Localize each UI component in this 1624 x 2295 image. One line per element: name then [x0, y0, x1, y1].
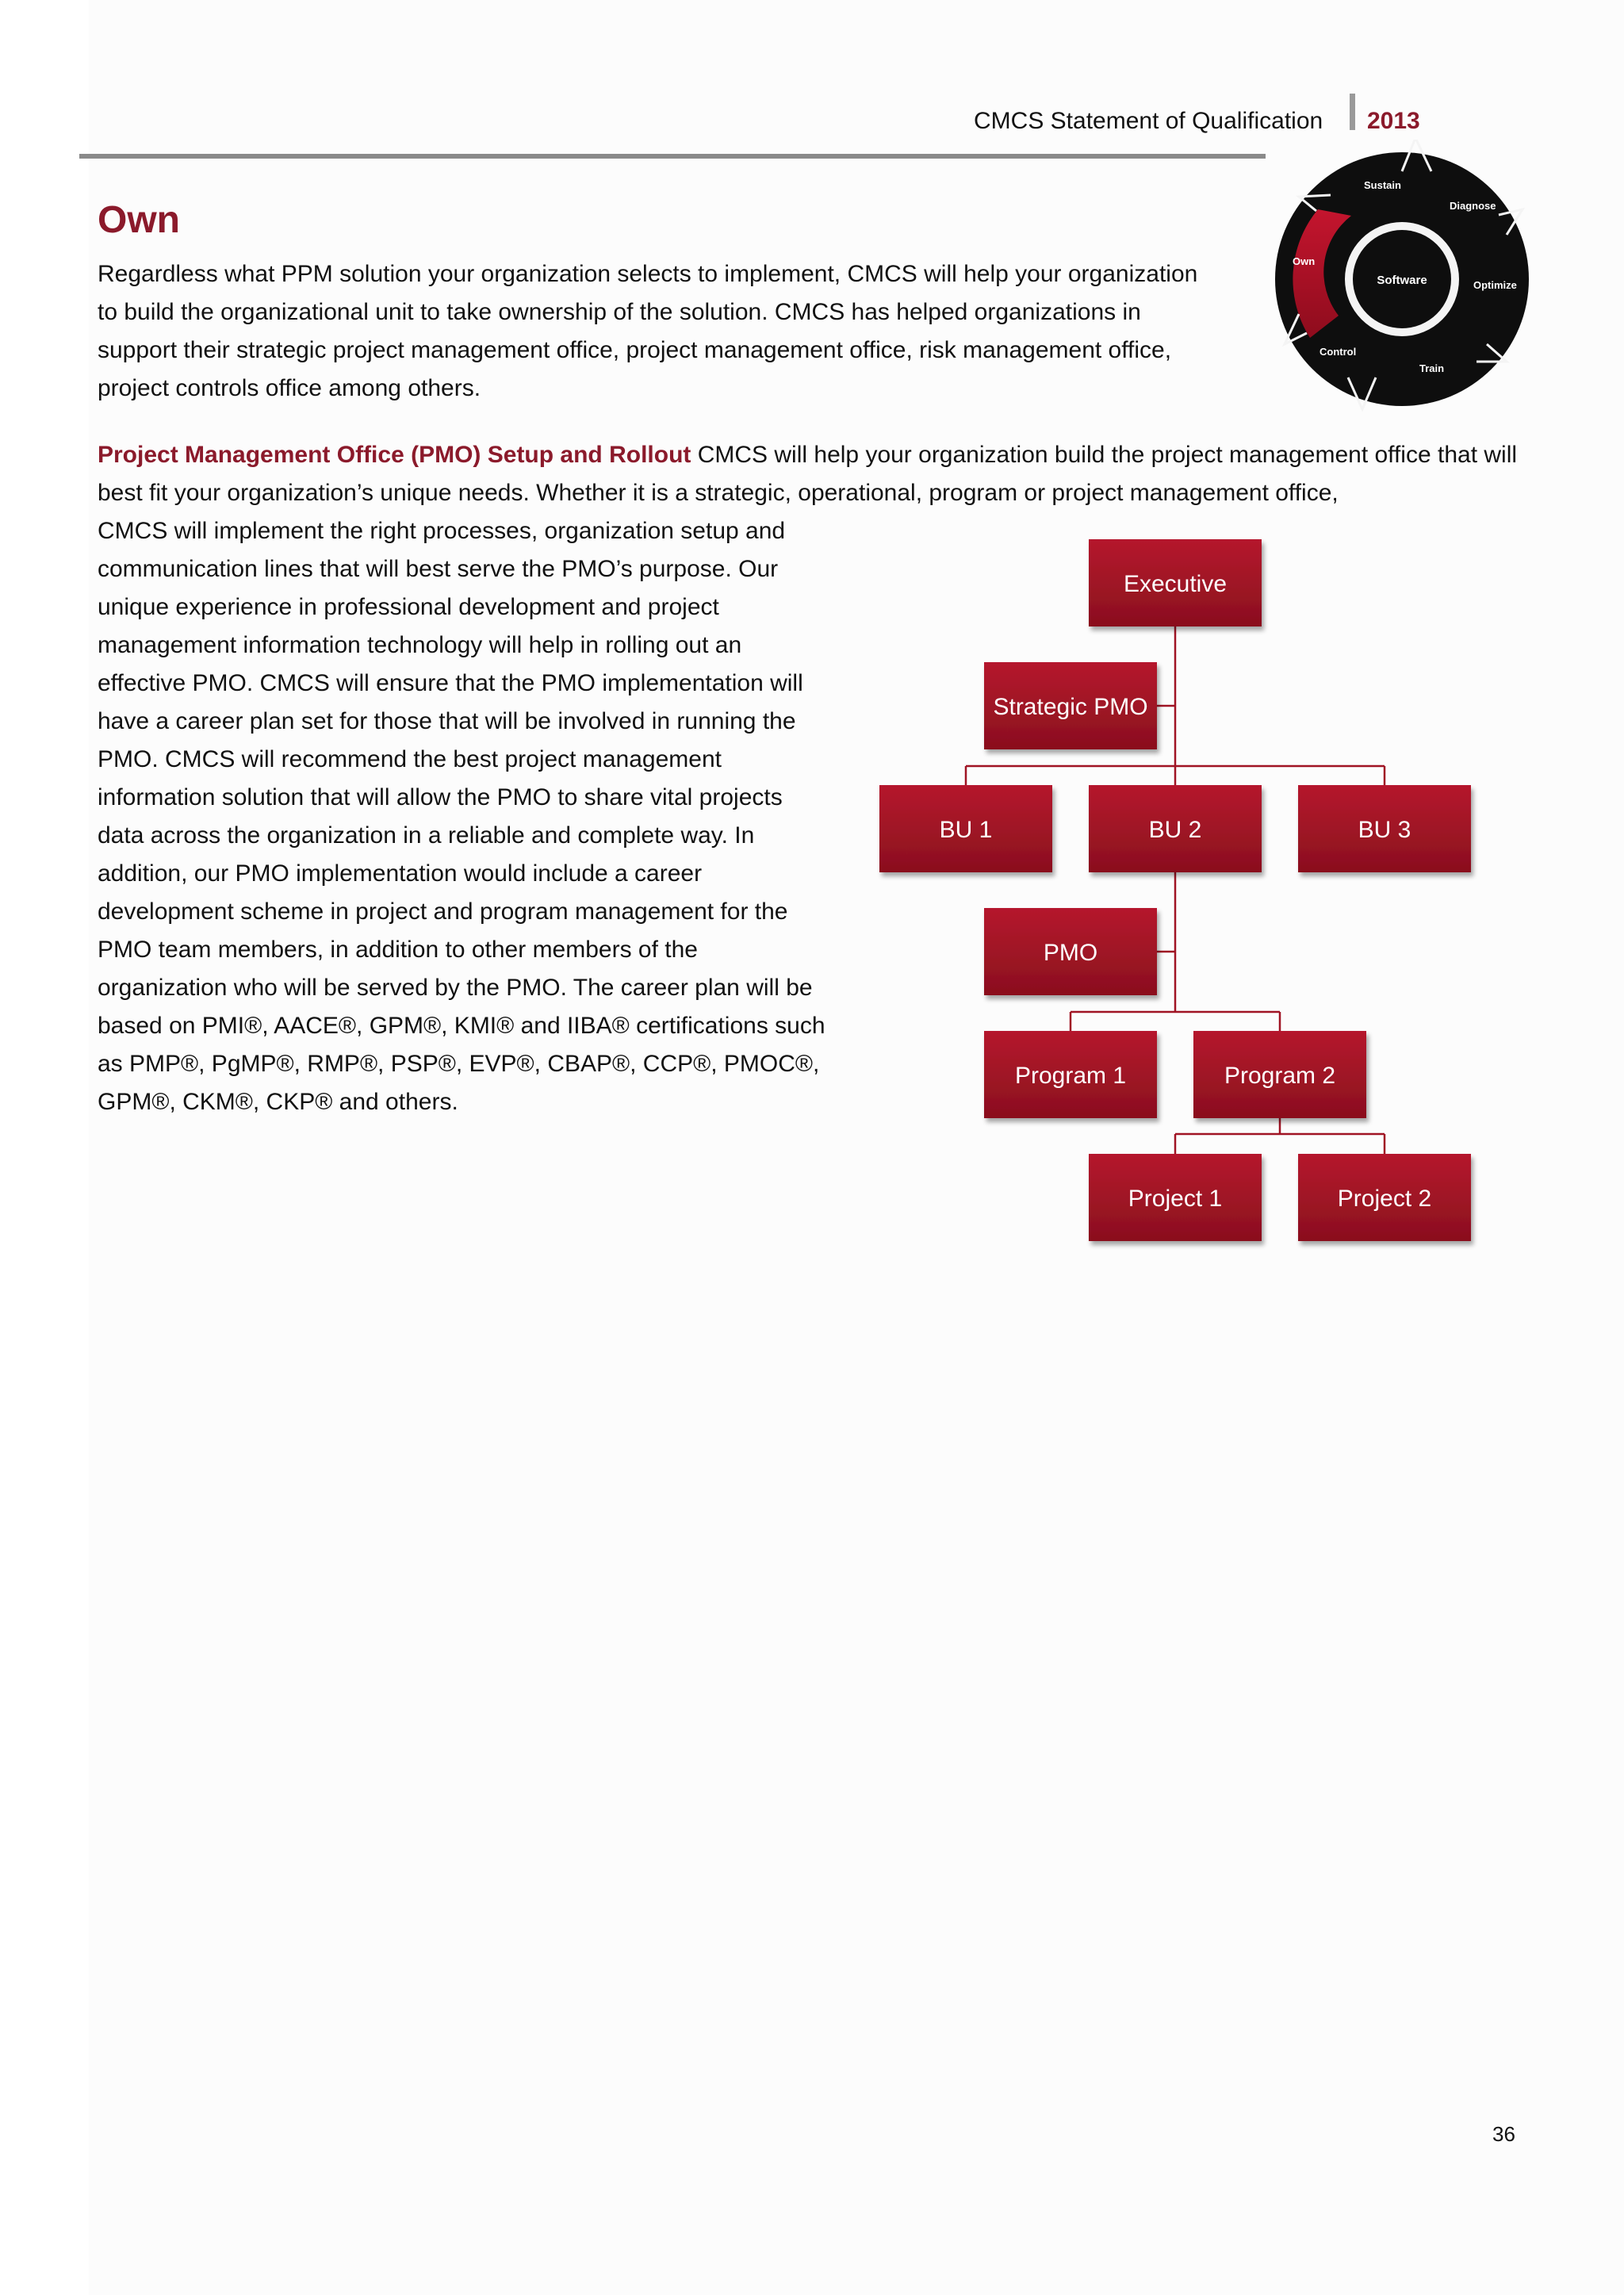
org-node-program2-label: Program 2	[1224, 1063, 1336, 1089]
cycle-stage-sustain: Sustain	[1364, 179, 1401, 191]
org-node-pmo-label: PMO	[1043, 940, 1098, 966]
org-node-program1-label: Program 1	[1014, 1063, 1127, 1089]
cycle-stage-control: Control	[1320, 346, 1357, 358]
cycle-center-label: Software	[1377, 274, 1427, 287]
org-node-project2-label: Project 2	[1337, 1186, 1432, 1212]
org-node-project1	[1089, 1154, 1262, 1241]
cycle-stage-own: Own	[1293, 255, 1316, 267]
org-node-project2	[1298, 1154, 1471, 1241]
header-title: CMCS Statement of Qualification	[974, 108, 1323, 134]
header-rule	[79, 154, 1266, 159]
org-node-bu3-label: BU 3	[1358, 817, 1411, 843]
org-node-program2	[1193, 1031, 1366, 1118]
org-node-bu1	[879, 785, 1052, 872]
org-node-executive	[1089, 539, 1262, 626]
org-node-project1-label: Project 1	[1128, 1186, 1223, 1212]
pmo-heading: Project Management Office (PMO) Setup and Rollout	[98, 442, 691, 468]
org-node-executive-label: Executive	[1123, 571, 1228, 597]
org-node-strategic-pmo-label: Strategic PMO	[993, 694, 1148, 720]
org-node-bu2-label: BU 2	[1148, 817, 1202, 843]
org-node-bu2	[1089, 785, 1262, 872]
lifecycle-diagram	[1269, 140, 1538, 433]
org-node-bu3	[1298, 785, 1471, 872]
section-title: Own	[98, 199, 180, 241]
header-year: 2013	[1367, 108, 1420, 134]
intro-paragraph: Regardless what PPM solution your organization selects to implement, CMCS will help your organization to build the organizational unit to take ownership of the solution. CMCS has helped organizations in support their strategic project management office, project management office, risk management office, project controls office among others.	[98, 261, 1198, 401]
org-node-strategic-pmo	[984, 662, 1157, 749]
cycle-stage-train: Train	[1419, 362, 1445, 374]
header-separator	[1350, 94, 1355, 130]
org-node-pmo	[984, 908, 1157, 995]
cycle-stage-diagnose: Diagnose	[1450, 200, 1496, 212]
cycle-stage-optimize: Optimize	[1473, 279, 1517, 291]
org-node-program1	[984, 1031, 1157, 1118]
pmo-lead-text: CMCS will help your organization build the project management office that will best fit your organization’s unique needs. Whether it is a strategic, operational, program or project management office,	[98, 442, 1518, 506]
pmo-body-paragraph: CMCS will implement the right processes, organization setup and communication lines that will best serve the PMO’s purpose. Our unique experience in professional development and project management information technology will help in rolling out an effective PMO. CMCS will ensure that the PMO implementation will have a career plan set for those that will be involved in running the PMO. CMCS will recommend the best project management information solution that will allow the PMO to share vital projects data across the organization in a reliable and complete way. In addition, our PMO implementation would include a career development scheme in project and program management for the PMO team members, in addition to other members of the organization who will be served by the PMO. The career plan will be based on PMI®, AACE®, GPM®, KMI® and IIBA® certifications such as PMP®, PgMP®, RMP®, PSP®, EVP®, CBAP®, CCP®, PMOC®, GPM®, CKM®, CKP® and others.	[98, 518, 825, 1115]
page-number: 36	[1492, 2122, 1515, 2146]
pmo-lead-paragraph	[98, 436, 1525, 512]
org-node-bu1-label: BU 1	[939, 817, 993, 843]
